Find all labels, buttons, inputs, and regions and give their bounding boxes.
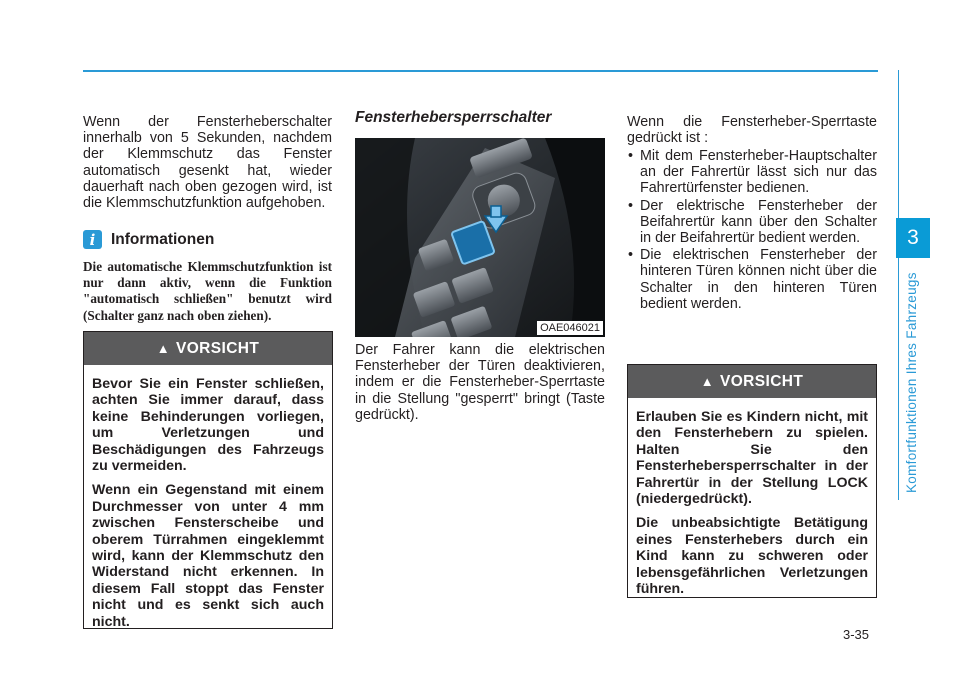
caution-label: VORSICHT [719, 372, 804, 390]
window-lock-switch-photo [355, 138, 605, 337]
info-icon: i [83, 230, 102, 249]
intro-paragraph: Wenn der Fensterheberschalter innerhalb von 5 Sekunden, nachdem der Klemmschutz das Fenster automatisch gesenkt hat, wieder dauerhaft nach oben gezogen wird, ist die Klemmschutzfunktion aufgehoben. [83, 114, 332, 212]
warning-triangle-icon: ▲ [156, 341, 170, 356]
caution-label: VORSICHT [175, 339, 260, 357]
chapter-side-rule [898, 70, 899, 500]
chapter-title: Komfortfunktionen Ihres Fahrzeugs [904, 272, 919, 493]
list-item: • Die elektrischen Fensterheber der hinteren Türen können nicht über die Schalter in den hinteren Türen bedient werden. [627, 247, 877, 312]
warning-triangle-icon: ▲ [700, 374, 714, 389]
caution-paragraph: Erlauben Sie es Kindern nicht, mit den Fensterhebern zu spielen. Halten Sie den Fensterhebersperrschalter in der Fahrertür in der Stellung LOCK (niedergedrückt). [636, 409, 868, 508]
caution-paragraph: Bevor Sie ein Fenster schließen, achten Sie immer darauf, dass keine Behinderungen vorliegen, um Verletzungen und Beschädigungen des Fahrzeugs zu vermeiden. [92, 376, 324, 475]
caution-paragraph: Die unbeabsichtigte Betätigung eines Fensterhebers durch ein Kind kann zu schweren oder lebensgefährlichen Verletzungen führen. [636, 515, 868, 598]
info-text: Die automatische Klemmschutzfunktion ist nur dann aktiv, wenn die Funktion "automatisch schließen" benutzt wird (Schalter ganz nach oben ziehen). [83, 259, 332, 323]
caution-box-right [627, 364, 877, 598]
page-number: 3-35 [843, 627, 870, 642]
caution-body [628, 398, 876, 597]
door-switch-panel-illustration [355, 138, 605, 337]
right-intro: Wenn die Fensterheber-Sperrtaste gedrückt ist : [627, 114, 877, 147]
list-item: • Mit dem Fensterheber-Hauptschalter an der Fahrertür lässt sich nur das Fahrertürfenster bedienen. [627, 148, 877, 197]
header-rule [83, 70, 878, 72]
lock-switch-description: Der Fahrer kann die elektrischen Fensterheber der Türen deaktivieren, indem er die Fensterheber-Sperrtaste in die Stellung "gesperrt" bringt (Taste gedrückt). [355, 342, 605, 423]
chapter-number-tab: 3 [896, 218, 930, 258]
info-title: Informationen [111, 230, 215, 248]
image-code: OAE046021 [537, 321, 603, 335]
info-heading [83, 230, 214, 249]
caution-band [628, 365, 876, 398]
section-heading: Fensterhebersperrschalter [355, 109, 552, 126]
caution-body [84, 365, 332, 630]
lock-effects-list [627, 148, 877, 313]
caution-box-left [83, 331, 333, 629]
list-item: • Der elektrische Fensterheber der Beifahrertür kann über den Schalter in der Beifahrertür bedient werden. [627, 198, 877, 247]
caution-band [84, 332, 332, 365]
caution-paragraph: Wenn ein Gegenstand mit einem Durchmesser von unter 4 mm zwischen Fensterscheibe und oberem Türrahmen eingeklemmt wird, kann der Klemmschutz den Widerstand nicht erkennen. In diesem Fall stoppt das Fenster nicht und es senkt sich auch nicht. [92, 482, 324, 630]
